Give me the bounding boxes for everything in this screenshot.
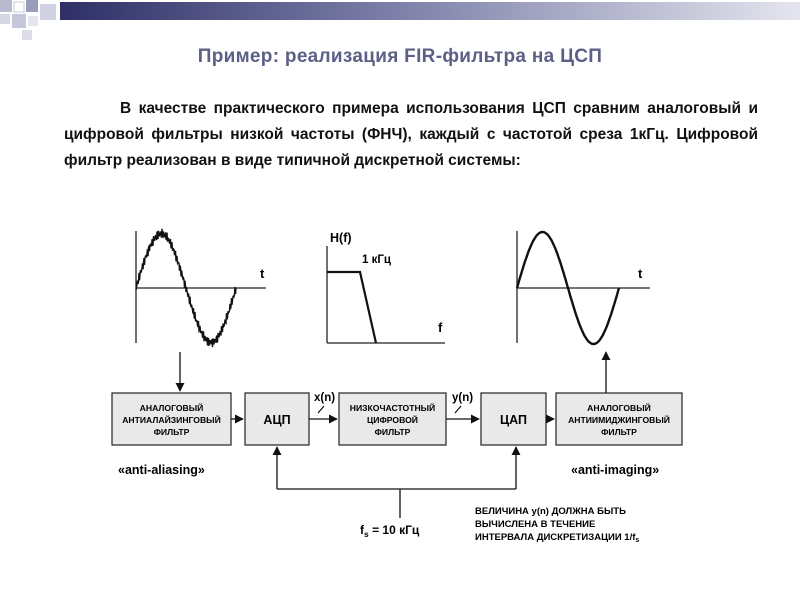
anti-aliasing-caption: «anti-aliasing» bbox=[118, 463, 205, 477]
xn-signal-label: x(n) bbox=[314, 392, 336, 404]
block-dac bbox=[481, 393, 546, 445]
sampling-frequency-label: $f_s = 10$ кГц bbox=[360, 523, 420, 539]
aaf-label-line2: АНТИАЛАЙЗИНГОВЫЙ bbox=[122, 415, 221, 425]
anti-imaging-caption: «anti-imaging» bbox=[571, 463, 660, 477]
aaf-label-line3: ФИЛЬТР bbox=[153, 427, 190, 437]
lpf-label-line2: ЦИФРОВОЙ bbox=[367, 415, 418, 425]
note-line-2: ВЫЧИСЛЕНА В ТЕЧЕНИЕ bbox=[475, 519, 596, 530]
aif-label-line3: ФИЛЬТР bbox=[601, 427, 637, 437]
lowpass-response-curve bbox=[327, 272, 376, 343]
filter-response-graph bbox=[327, 231, 445, 343]
yn-signal-label: y(n) bbox=[452, 392, 474, 404]
yn-bus-slash bbox=[455, 406, 461, 413]
note-line-3: ИНТЕРВАЛА ДИСКРЕТИЗАЦИИ $1/f_s$ bbox=[475, 532, 640, 544]
slide-title: Пример: реализация FIR-фильтра на ЦСП bbox=[197, 46, 603, 67]
note-line-1: ВЕЛИЧИНА y(n) ДОЛЖНА БЫТЬ bbox=[475, 506, 626, 517]
intro-paragraph: В качестве практического примера использования ЦСП сравним аналоговый и цифровой фильтры низкой частоты (ФНЧ), каждый с частотой среза 1кГц. Цифровой фильтр реализован в виде типичной дискретной системы: bbox=[64, 100, 758, 169]
input-t-label: t bbox=[260, 266, 265, 281]
block-anti-imaging-filter bbox=[556, 393, 682, 445]
aaf-label-line1: АНАЛОГОВЫЙ bbox=[139, 403, 204, 413]
output-signal-graph bbox=[517, 231, 650, 344]
response-h-label: H(f) bbox=[330, 231, 352, 245]
adc-label: АЦП bbox=[263, 413, 291, 427]
block-digital-lpf bbox=[339, 393, 446, 445]
block-anti-aliasing-filter bbox=[112, 393, 231, 445]
lpf-label-line3: ФИЛЬТР bbox=[374, 427, 411, 437]
aif-label-line2: АНТИИМИДЖИНГОВЫЙ bbox=[568, 415, 670, 425]
output-t-label: t bbox=[638, 266, 643, 281]
response-cutoff-label: 1 кГц bbox=[362, 254, 391, 266]
response-f-label: f bbox=[438, 320, 443, 335]
input-signal-graph bbox=[136, 229, 266, 347]
block-adc bbox=[245, 393, 309, 445]
aif-label-line1: АНАЛОГОВЫЙ bbox=[587, 403, 651, 413]
lpf-label-line1: НИЗКОЧАСТОТНЫЙ bbox=[349, 403, 436, 413]
dac-label: ЦАП bbox=[500, 413, 527, 427]
xn-bus-slash bbox=[318, 406, 324, 413]
